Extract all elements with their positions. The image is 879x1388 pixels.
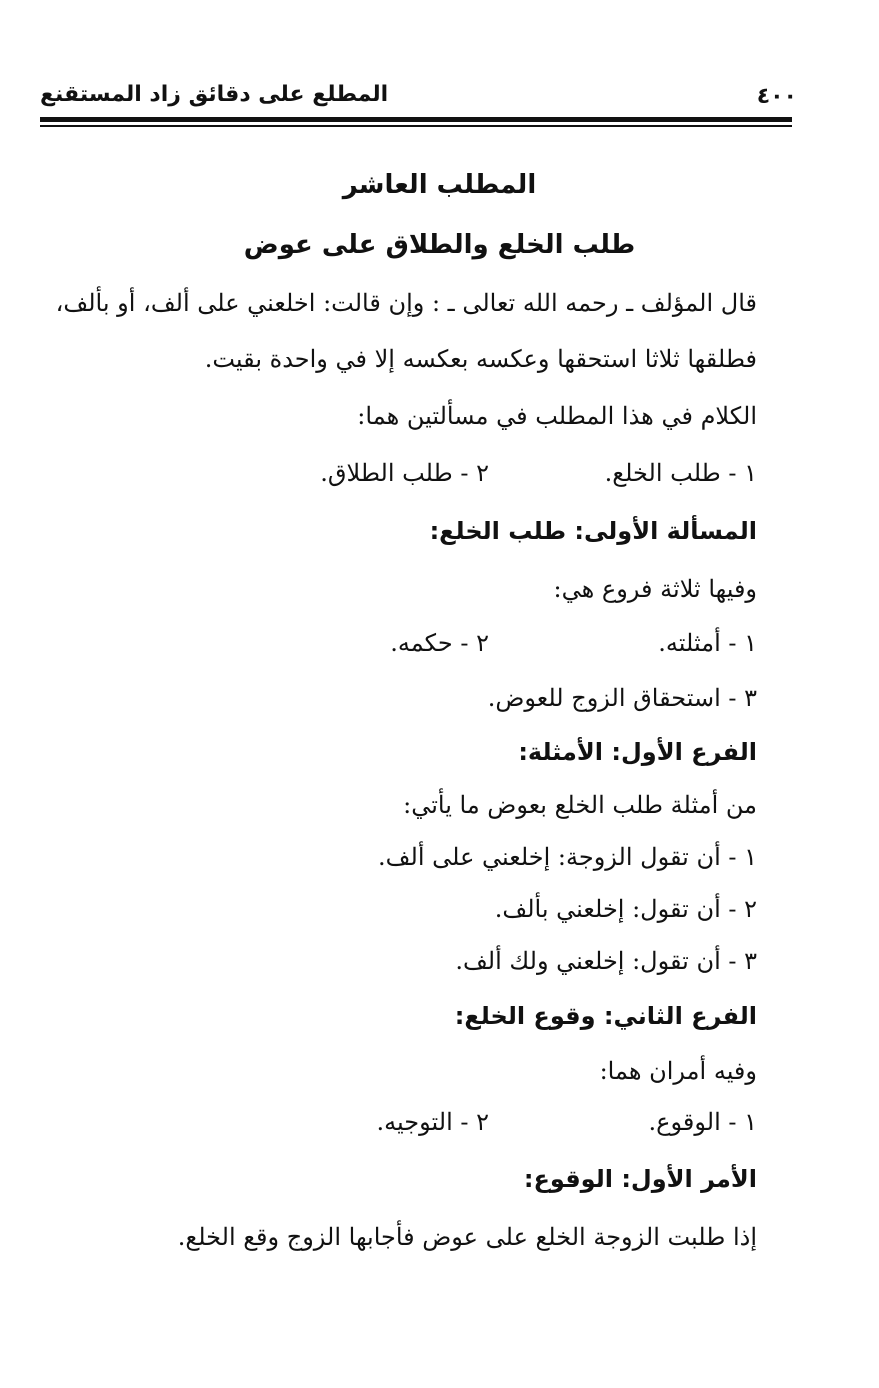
section-heading: المطلب العاشر	[342, 170, 537, 200]
branch1-intro: من أمثلة طلب الخلع بعوض ما يأتي:	[403, 791, 757, 819]
quote-line-1: قال المؤلف ـ رحمه الله تعالى ـ : وإن قالت: اخلعني على ألف، أو بألف،	[55, 289, 757, 317]
branch2-intro: وفيه أمران هما:	[599, 1057, 757, 1085]
issue1-heading: المسألة الأولى: طلب الخلع:	[429, 517, 757, 545]
quote-line-2: فطلقها ثلاثا استحقها وعكسه بعكسه إلا في واحدة بقيت.	[204, 345, 757, 373]
branch1-heading: الفرع الأول: الأمثلة:	[518, 738, 757, 766]
section-subheading: طلب الخلع والطلاق على عوض	[243, 230, 636, 260]
header-rule-thin	[40, 125, 792, 127]
issue1-branch-3: ٣ - استحقاق الزوج للعوض.	[487, 684, 757, 712]
running-header-title: المطلع على دقائق زاد المستقنع	[40, 82, 389, 107]
header-rule-thick	[40, 117, 792, 122]
example-2: ٢ - أن تقول: إخلعني بألف.	[494, 895, 757, 923]
matter1-text: إذا طلبت الزوجة الخلع على عوض فأجابها الزوج وقع الخلع.	[177, 1223, 757, 1251]
issue1-branch-1: ١ - أمثلته.	[658, 629, 757, 657]
issue-item-1: ١ - طلب الخلع.	[604, 459, 757, 487]
matter1-heading: الأمر الأول: الوقوع:	[523, 1165, 757, 1193]
branch2-item-2: ٢ - التوجيه.	[376, 1108, 489, 1136]
example-3: ٣ - أن تقول: إخلعني ولك ألف.	[455, 947, 757, 975]
issue1-intro: وفيها ثلاثة فروع هي:	[553, 575, 757, 603]
branch2-item-1: ١ - الوقوع.	[648, 1108, 757, 1136]
issue-item-2: ٢ - طلب الطلاق.	[320, 459, 489, 487]
example-1: ١ - أن تقول الزوجة: إخلعني على ألف.	[378, 843, 757, 871]
branch2-heading: الفرع الثاني: وقوع الخلع:	[454, 1002, 757, 1030]
page-number: ٤٠٠	[756, 84, 797, 109]
issue1-branch-2: ٢ - حكمه.	[390, 629, 489, 657]
intro-text: الكلام في هذا المطلب في مسألتين هما:	[357, 402, 757, 430]
